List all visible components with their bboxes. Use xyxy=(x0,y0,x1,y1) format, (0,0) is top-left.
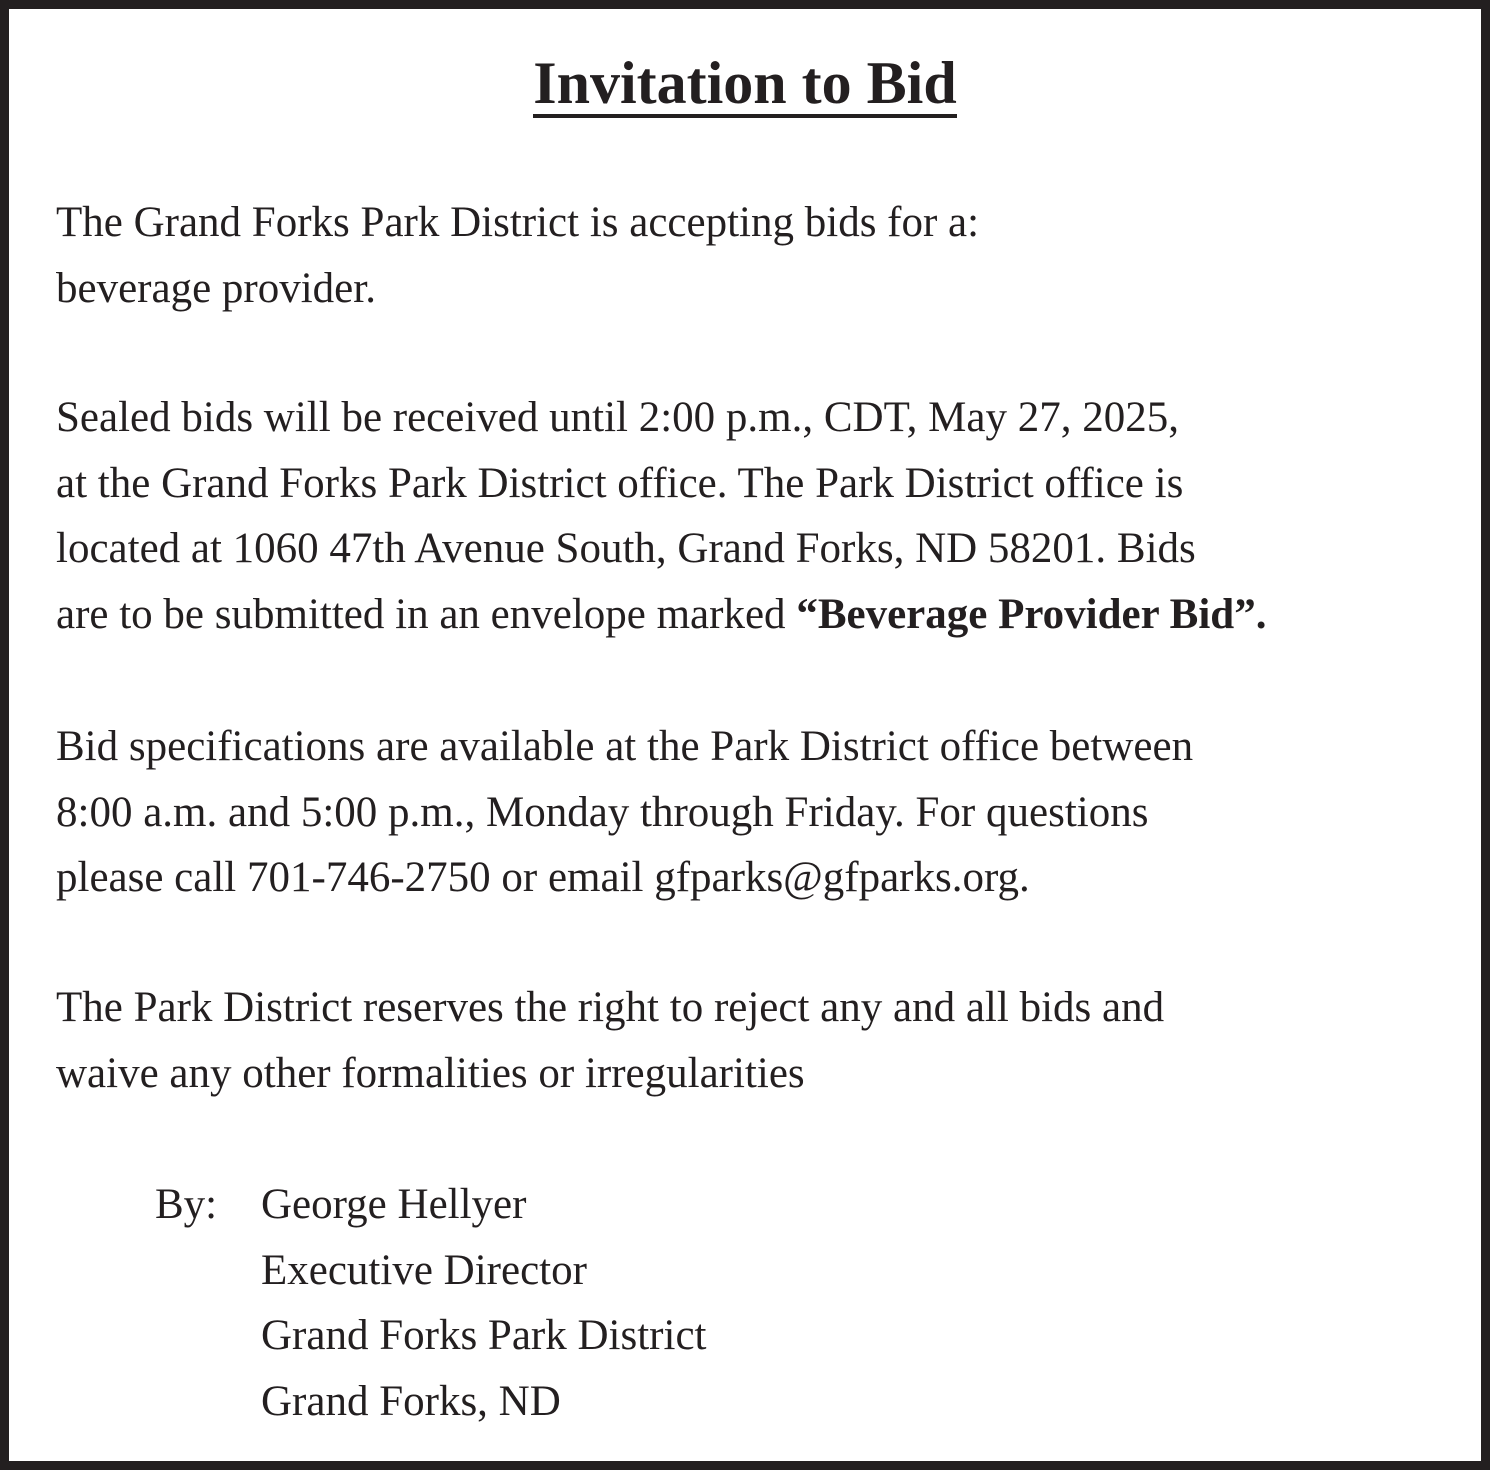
submission-line xyxy=(56,582,1266,648)
intro-paragraph xyxy=(56,190,979,321)
envelope-instruction: are to be submitted in an envelope marked xyxy=(56,590,797,638)
reservation-line: The Park District reserves the right to reject any and all bids and xyxy=(56,984,1165,1031)
signatory-name: George Hellyer xyxy=(261,1181,527,1228)
notice-title xyxy=(9,49,1481,118)
reservation-line: waive any other formalities or irregularities xyxy=(56,1049,805,1097)
intro-line: The Grand Forks Park District is accepting bids for a: xyxy=(56,199,980,246)
specifications-line: Bid specifications are available at the Park District office between xyxy=(56,723,1194,770)
signatory-organization: Grand Forks Park District xyxy=(261,1312,707,1359)
submission-line: at the Grand Forks Park District office. The Park District office is xyxy=(56,459,1184,507)
signature-block xyxy=(261,1172,706,1434)
specifications-line: please call 701-746-2750 or email gfparks@gfparks.org. xyxy=(56,854,1030,901)
signatory-location: Grand Forks, ND xyxy=(261,1377,561,1425)
submission-line: Sealed bids will be received until 2:00 p.m., CDT, May 27, 2025, xyxy=(56,394,1179,441)
submission-paragraph xyxy=(56,385,1266,647)
submission-line: located at 1060 47th Avenue South, Grand Forks, ND 58201. Bids xyxy=(56,525,1196,572)
intro-line: beverage provider. xyxy=(56,264,376,312)
envelope-marking: “Beverage Provider Bid”. xyxy=(796,590,1267,638)
specifications-line: 8:00 a.m. and 5:00 p.m., Monday through Friday. For questions xyxy=(56,788,1149,836)
notice-title-text: Invitation to Bid xyxy=(533,50,957,116)
specifications-paragraph xyxy=(56,714,1193,911)
signatory-title: Executive Director xyxy=(261,1246,587,1294)
signature-label: By: xyxy=(155,1181,218,1228)
reservation-paragraph xyxy=(56,975,1164,1106)
